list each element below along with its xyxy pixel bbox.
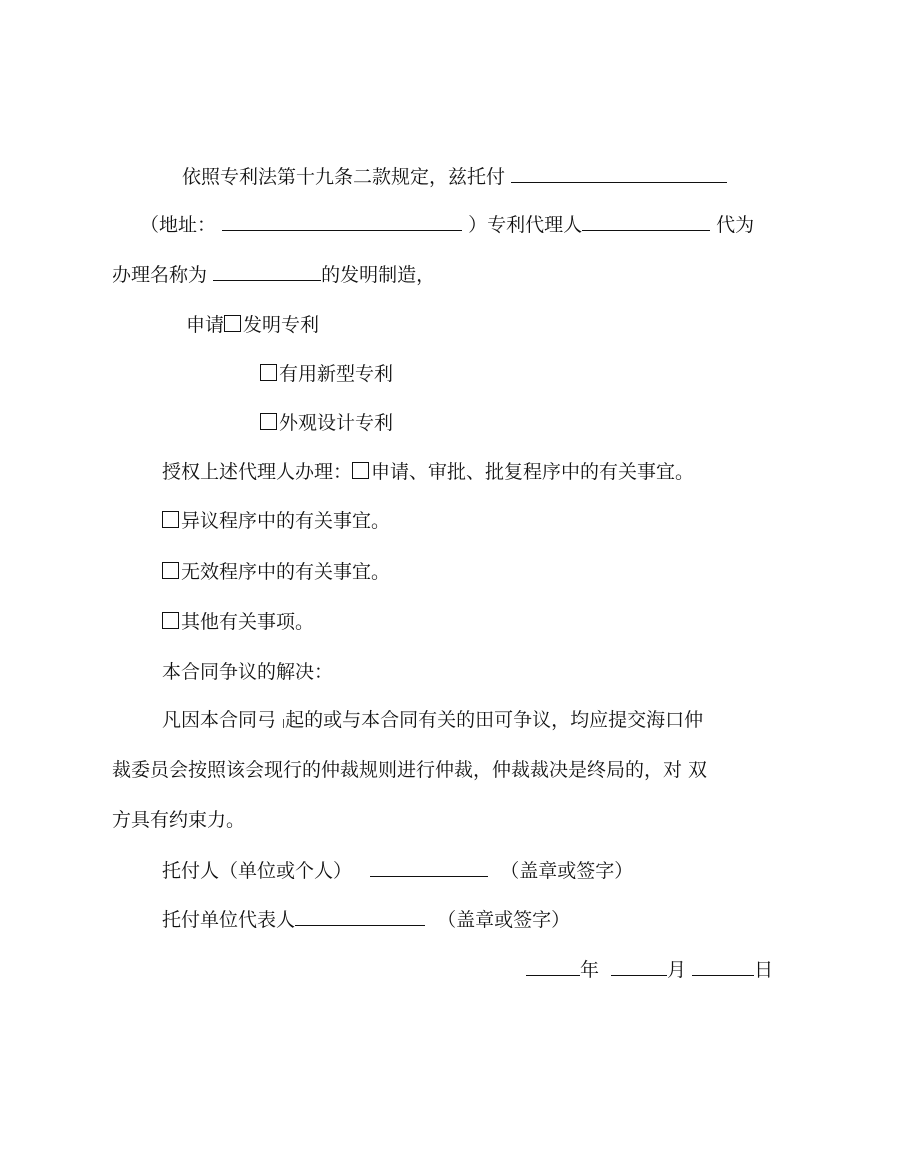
paragraph-name xyxy=(112,262,435,287)
text: 月 xyxy=(667,959,687,981)
text: 有用新型专利 xyxy=(279,363,394,385)
text: （地址： xyxy=(140,214,217,236)
text: 外观设计专利 xyxy=(279,412,394,434)
checkbox-utility[interactable] xyxy=(260,364,277,381)
apply-utility xyxy=(260,362,393,386)
text: 发明专利 xyxy=(243,314,320,336)
text: ）专利代理人 xyxy=(468,214,583,236)
invention-name-blank[interactable] xyxy=(213,262,321,281)
representative-blank[interactable] xyxy=(295,907,425,926)
text: 日 xyxy=(754,959,774,981)
paragraph-entrust xyxy=(182,164,727,189)
signature-representative xyxy=(162,907,570,932)
checkbox-opposition[interactable] xyxy=(162,511,179,528)
text: 无效程序中的有关事宜。 xyxy=(181,561,391,583)
year-blank[interactable] xyxy=(526,957,580,976)
checkbox-invention[interactable] xyxy=(224,315,241,332)
dispute-line-2: 裁委员会按照该会现行的仲裁规则进行仲裁，仲裁裁决是终局的，对 双 xyxy=(112,759,708,781)
text: 代为 xyxy=(716,214,755,236)
stray-mark: | xyxy=(282,719,286,729)
text: 申请 xyxy=(186,314,225,336)
text: 托付人（单位或个人） xyxy=(162,860,353,882)
principal-blank[interactable] xyxy=(370,858,488,877)
auth-other xyxy=(162,610,314,634)
text: 年 xyxy=(580,959,600,981)
text: 申请、审批、批复程序中的有关事宜。 xyxy=(371,461,695,483)
entrustee-blank[interactable] xyxy=(511,164,727,183)
auth-invalidation xyxy=(162,560,390,584)
checkbox-design[interactable] xyxy=(260,413,277,430)
text: 依照专利法第十九条二款规定，兹托付 xyxy=(182,166,506,188)
text: 起的或与本合同有关的田可争议，均应提交海口仲 xyxy=(285,709,704,731)
date-line xyxy=(526,957,773,982)
checkbox-invalidation[interactable] xyxy=(162,562,179,579)
dispute-line-3: 方具有约束力。 xyxy=(112,809,246,831)
signature-principal xyxy=(162,858,633,883)
text: 异议程序中的有关事宜。 xyxy=(181,510,391,532)
dispute-title: 本合同争议的解决： xyxy=(162,661,334,683)
paragraph-address xyxy=(140,212,754,237)
auth-opposition xyxy=(162,509,390,533)
text: （盖章或签字） xyxy=(500,860,634,882)
agent-blank[interactable] xyxy=(582,212,710,231)
month-blank[interactable] xyxy=(611,957,667,976)
text: 托付单位代表人 xyxy=(162,909,296,931)
apply-design xyxy=(260,411,393,435)
checkbox-other[interactable] xyxy=(162,612,179,629)
day-blank[interactable] xyxy=(692,957,754,976)
text: 授权上述代理人办理： xyxy=(162,461,353,483)
text: 的发明制造， xyxy=(321,264,436,286)
address-blank[interactable] xyxy=(222,212,462,231)
checkbox-examination[interactable] xyxy=(352,462,369,479)
auth-apply xyxy=(162,460,694,484)
text: 凡因本合同弓 xyxy=(162,709,277,731)
text: 其他有关事项。 xyxy=(181,611,315,633)
text: （盖章或签字） xyxy=(437,909,571,931)
dispute-line-1 xyxy=(162,708,703,736)
apply-invention xyxy=(186,313,319,337)
text: 办理名称为 xyxy=(112,264,208,286)
